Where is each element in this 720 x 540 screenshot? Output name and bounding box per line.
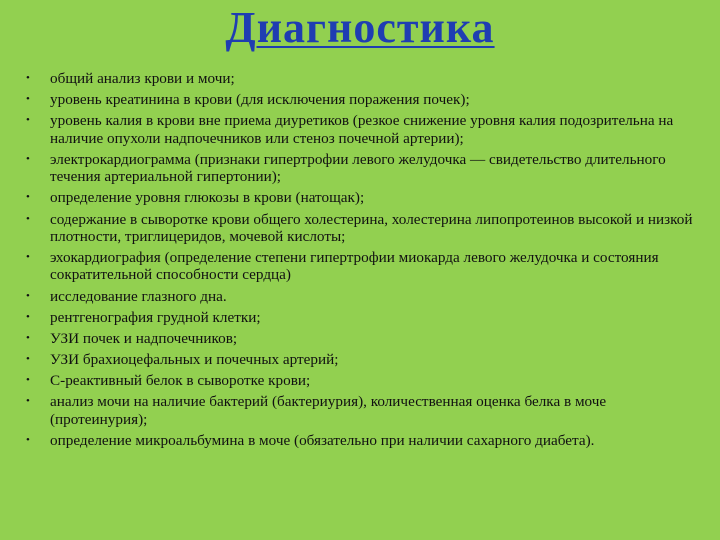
- bullet-icon: •: [26, 310, 30, 323]
- bullet-icon: •: [26, 251, 30, 264]
- list-item-text: УЗИ почек и надпочечников;: [50, 329, 238, 347]
- list-item: [26, 189, 702, 206]
- bullet-icon: •: [26, 374, 30, 387]
- list-item: [26, 70, 702, 87]
- bullet-icon: •: [26, 93, 30, 106]
- list-item-text: эхокардиография (определение степени гипертрофии миокарда левого желудочка и состояния сократительной способности сердца): [50, 249, 659, 284]
- list-item: [26, 393, 702, 428]
- bullet-icon: •: [26, 191, 30, 204]
- list-item-text: уровень калия в крови вне приема диуретиков (резкое снижение уровня калия подозрительна на наличие опухоли надпочечников или стеноз почечной артерии);: [50, 112, 674, 147]
- list-item: [26, 372, 702, 389]
- list-item: [26, 309, 702, 326]
- bullet-icon: •: [26, 289, 30, 302]
- list-item-text: УЗИ брахиоцефальных и почечных артерий;: [50, 351, 339, 369]
- list-item-text: общий анализ крови и мочи;: [50, 70, 235, 87]
- bullet-icon: •: [26, 152, 30, 165]
- list-item: [26, 211, 702, 246]
- list-item: [26, 91, 702, 108]
- list-item: [26, 432, 702, 449]
- list-item: [26, 351, 702, 368]
- bullet-icon: •: [26, 72, 30, 84]
- list-item: [26, 330, 702, 347]
- bullet-icon: •: [26, 331, 30, 344]
- bullet-icon: •: [26, 433, 30, 446]
- list-item-text: уровень креатинина в крови (для исключения поражения почек);: [50, 91, 470, 109]
- list-item-text: определение микроальбумина в моче (обязательно при наличии сахарного диабета).: [50, 431, 595, 449]
- bullet-icon: •: [26, 395, 30, 408]
- list-item-text: электрокардиограмма (признаки гипертрофии левого желудочка — свидетельство длительного течения артериальной гипертонии);: [50, 150, 666, 186]
- list-item: [26, 151, 702, 186]
- list-item: [26, 112, 702, 147]
- list-item-text: рентгенография грудной клетки;: [50, 308, 261, 326]
- bullet-icon: •: [26, 212, 30, 225]
- slide-title: Диагностика: [225, 3, 495, 52]
- list-item-text: содержание в сыворотке крови общего холестерина, холестерина липопротеинов высокой и низкой плотности, триглицеридов, мочевой кислоты;: [50, 210, 693, 245]
- diagnostics-list: [26, 70, 702, 453]
- list-item-text: анализ мочи на наличие бактерий (бактериурия), количественная оценка белка в моче (протеинурия);: [50, 393, 607, 428]
- list-item-text: исследование глазного дна.: [50, 287, 227, 305]
- bullet-icon: •: [26, 114, 30, 127]
- list-item-text: С-реактивный белок в сыворотке крови;: [50, 372, 311, 390]
- list-item-text: определение уровня глюкозы в крови (натощак);: [50, 189, 365, 207]
- list-item: [26, 288, 702, 305]
- list-item: [26, 249, 702, 284]
- bullet-icon: •: [26, 353, 30, 366]
